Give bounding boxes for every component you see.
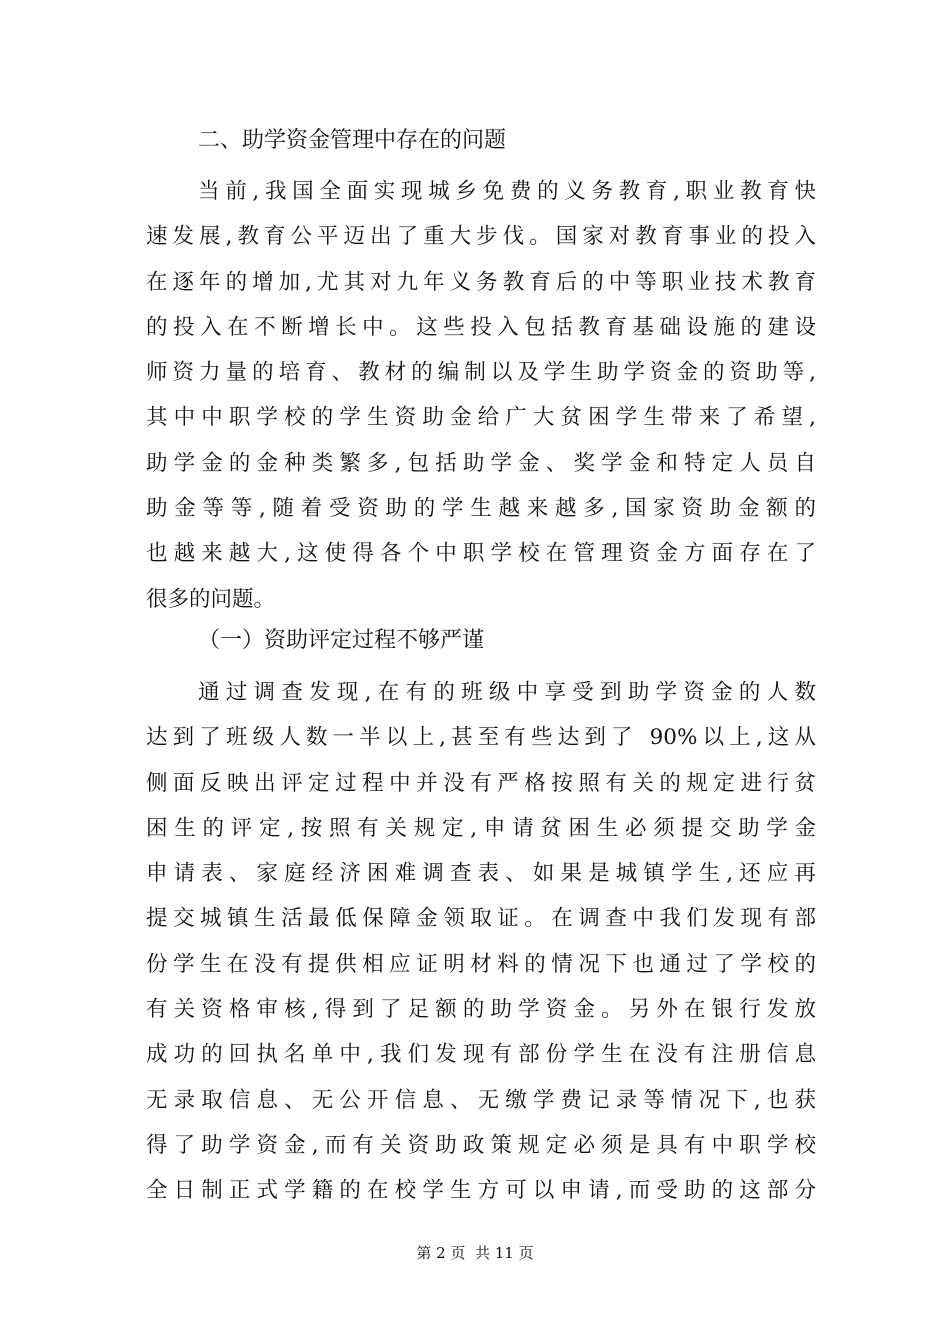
paragraph-line: 的投入在不断增长中。这些投入包括教育基础设施的建设 [146, 314, 816, 340]
paragraph-line: 困生的评定,按照有关规定,申请贫困生必须提交助学金 [146, 815, 816, 841]
paragraph-line: 申请表、家庭经济困难调查表、如果是城镇学生,还应再 [146, 861, 816, 887]
paragraph-line: 当前,我国全面实现城乡免费的义务教育,职业教育快 [198, 179, 816, 204]
paragraph-1 [146, 169, 816, 622]
paragraph-line: 通过调查发现,在有的班级中享受到助学资金的人数 [198, 680, 816, 705]
paragraph-line: 成功的回执名单中,我们发现有部份学生在没有注册信息 [146, 1042, 816, 1068]
paragraph-line: 有关资格审核,得到了足额的助学资金。另外在银行发放 [146, 997, 816, 1023]
paragraph-line: 全日制正式学籍的在校学生方可以申请,而受助的这部分 [146, 1178, 816, 1204]
page-number: 第 2 页 共 11 页 [416, 1244, 534, 1262]
paragraph-line: 也越来越大,这使得各个中职学校在管理资金方面存在了 [146, 541, 816, 567]
paragraph-line: 侧面反映出评定过程中并没有严格按照有关的规定进行贫 [146, 770, 816, 796]
paragraph-line: 无录取信息、无公开信息、无缴学费记录等情况下,也获 [146, 1087, 816, 1113]
paragraph-line: 很多的问题。 [146, 586, 276, 612]
paragraph-line: 助金等等,随着受资助的学生越来越多,国家资助金额的 [146, 496, 816, 522]
paragraph-line: 份学生在没有提供相应证明材料的情况下也通过了学校的 [146, 951, 816, 977]
paragraph-line: 达到了班级人数一半以上,甚至有些达到了 90%以上,这从 [146, 725, 816, 751]
paragraph-line: 其中中职学校的学生资助金给广大贫困学生带来了希望, [146, 405, 816, 431]
paragraph-line: 在逐年的增加,尤其对九年义务教育后的中等职业技术教育 [146, 269, 816, 295]
paragraph-line: 得了助学资金,而有关资助政策规定必须是具有中职学校 [146, 1132, 816, 1158]
paragraph-line: 师资力量的培育、教材的编制以及学生助学资金的资助等, [146, 360, 816, 386]
paragraph-line: 提交城镇生活最低保障金领取证。在调查中我们发现有部 [146, 906, 816, 932]
paragraph-2 [146, 670, 816, 1214]
paragraph-line: 速发展,教育公平迈出了重大步伐。国家对教育事业的投入 [146, 224, 816, 250]
subheading: （一）资助评定过程不够严谨 [198, 628, 485, 653]
section-heading: 二、助学资金管理中存在的问题 [198, 128, 507, 153]
page-footer [0, 1243, 950, 1263]
paragraph-line: 助学金的金种类繁多,包括助学金、奖学金和特定人员自 [146, 450, 816, 476]
